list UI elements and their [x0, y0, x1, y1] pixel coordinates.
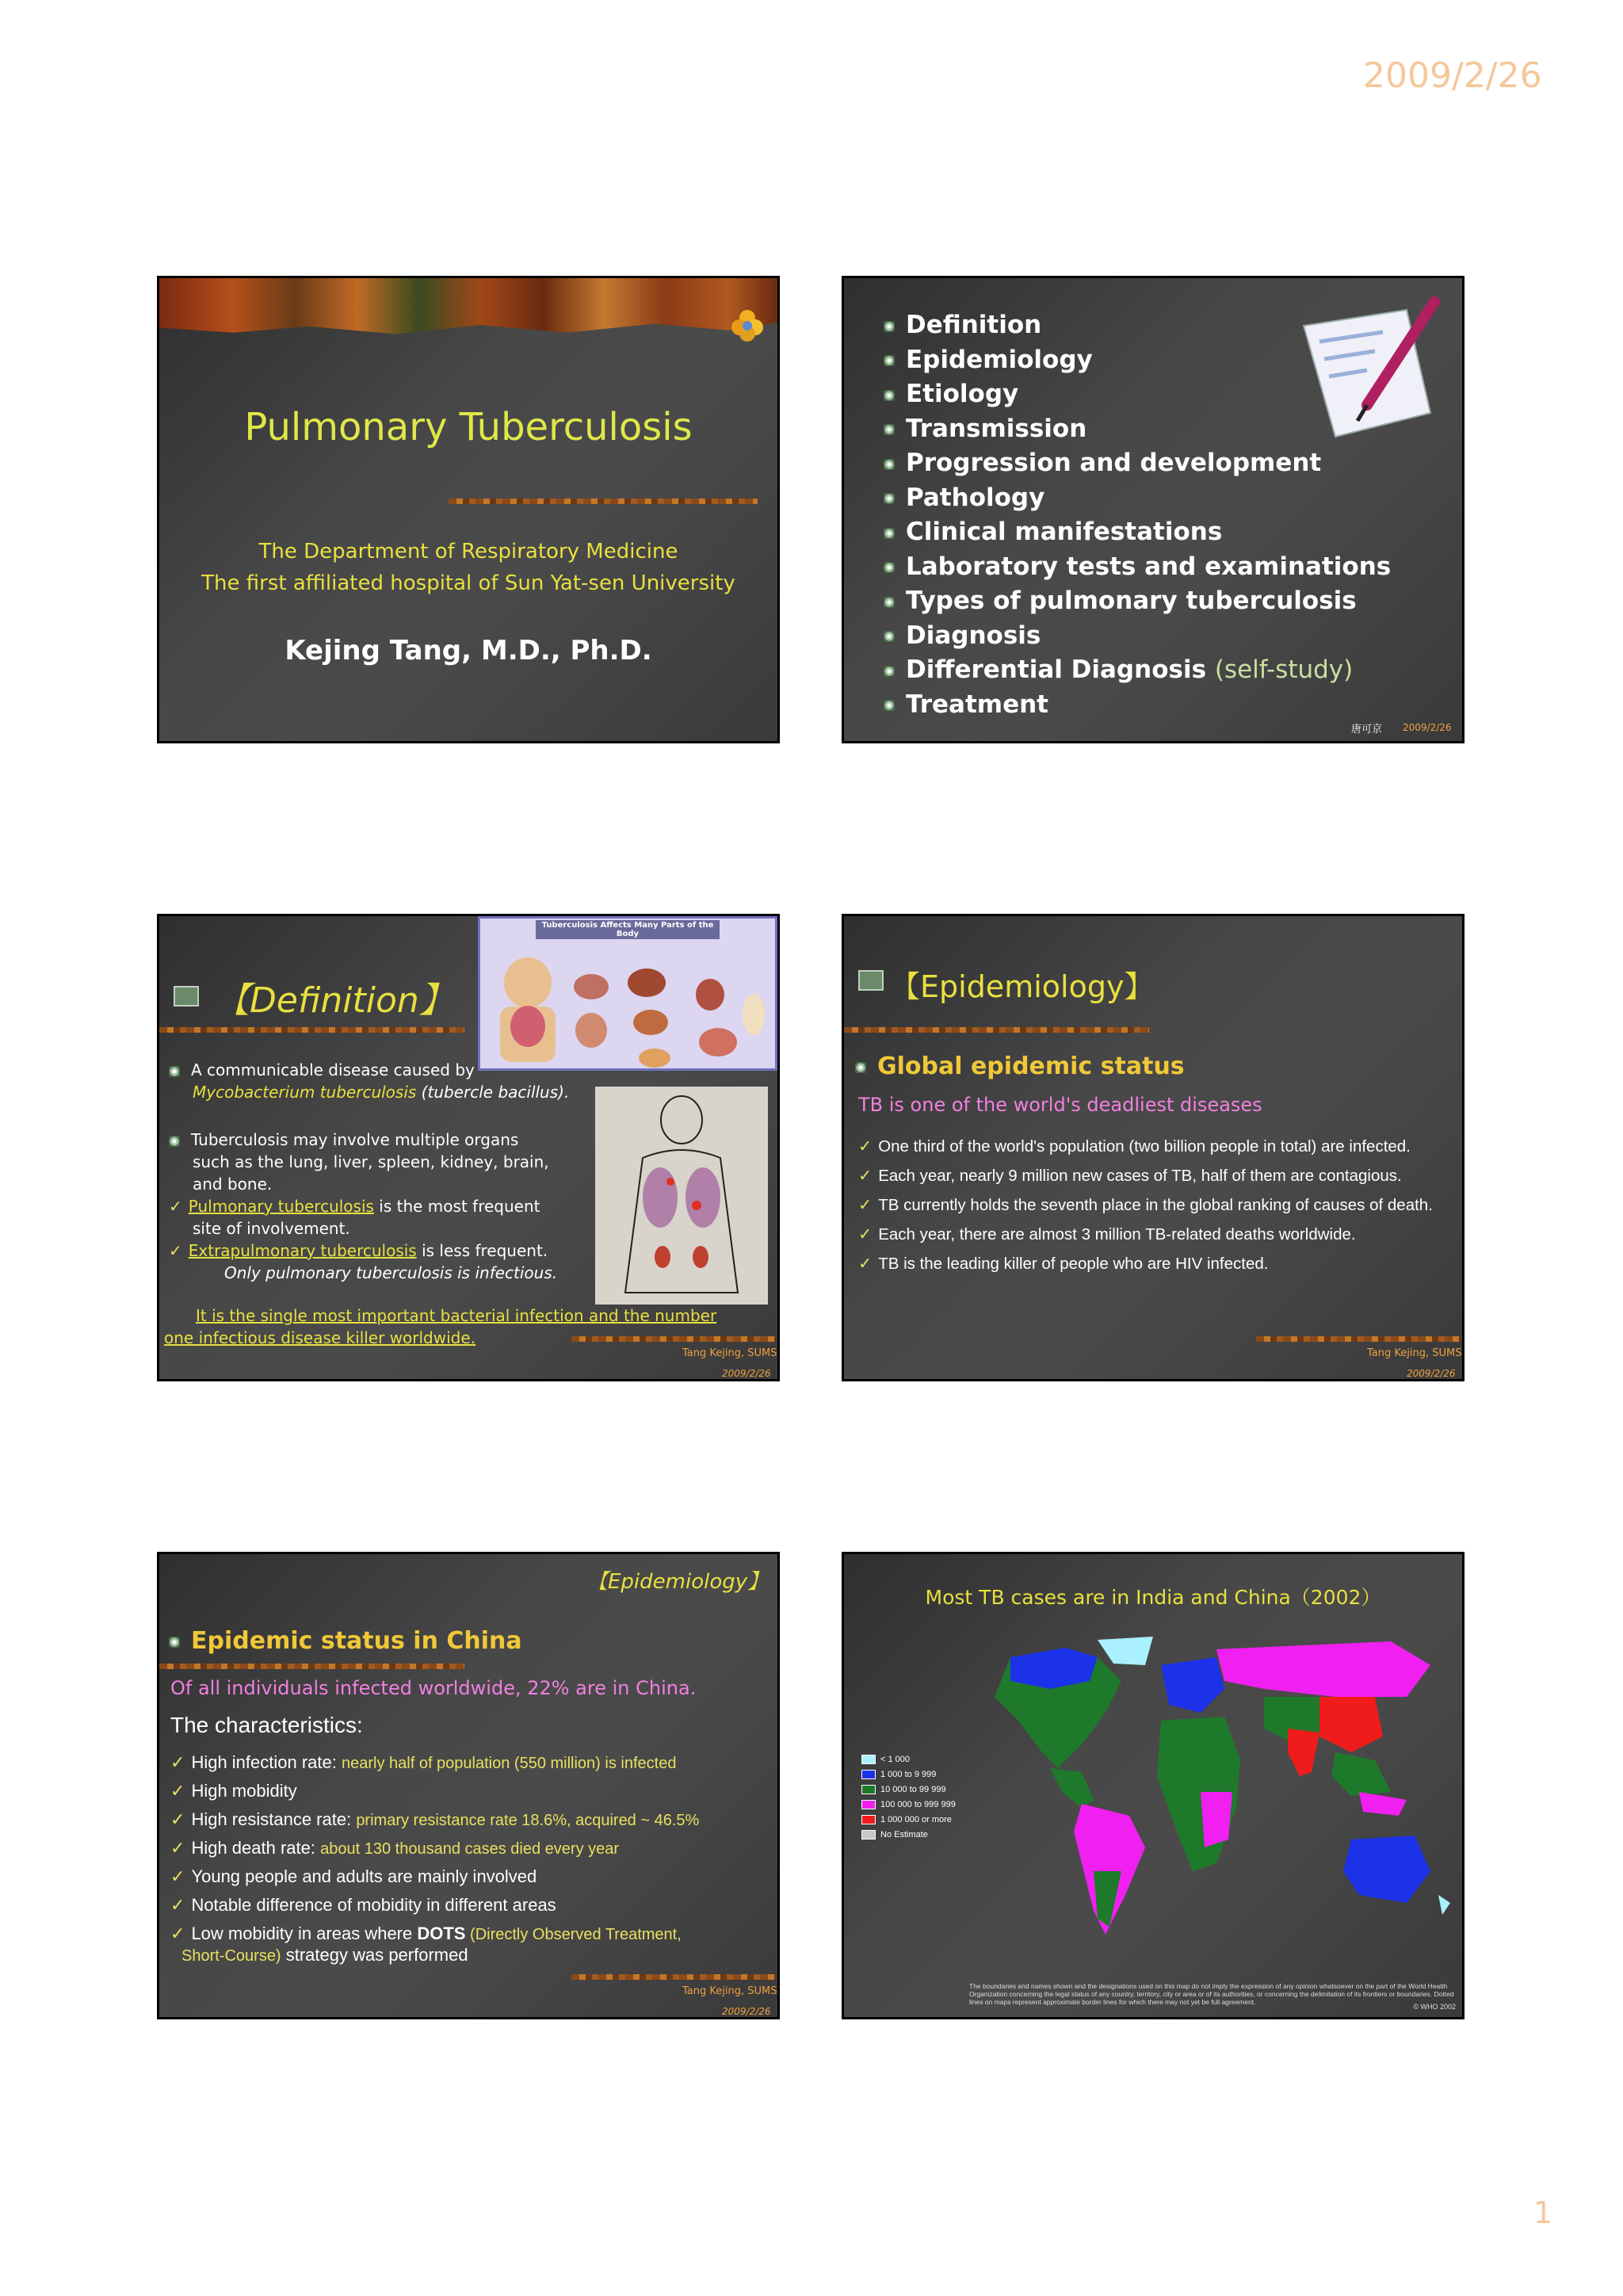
page-number: 1: [1533, 2195, 1553, 2230]
epidemiology-title: 【Epidemiology】: [890, 969, 1155, 1004]
epidemiology-title: 【Epidemiology】: [587, 1570, 769, 1594]
legend-item: 1 000 000 or more: [861, 1813, 956, 1828]
slide-icon: [858, 970, 884, 991]
list-item: ✓ High infection rate: nearly half of population (550 million) is infected: [170, 1752, 677, 1772]
bullet-icon: [169, 1066, 180, 1077]
legend-swatch: [861, 1785, 876, 1794]
bullet-icon: [169, 1637, 180, 1648]
definition-title: 【Definition】: [215, 980, 454, 1021]
map-title: Most TB cases are in India and China（2002）: [925, 1586, 1381, 1609]
list-item: ✓ TB currently holds the seventh place in the global ranking of causes of death.: [858, 1196, 1433, 1214]
outline-item: Differential Diagnosis (self-study): [884, 653, 1391, 688]
legend-item: < 1 000: [861, 1752, 956, 1767]
paper-pen-icon: [1288, 294, 1446, 445]
legend-swatch: [861, 1830, 876, 1839]
slide-epidemiology-global: [842, 914, 1465, 1381]
outline-item: Laboratory tests and examinations: [884, 550, 1391, 585]
section-heading: Epidemic status in China: [169, 1627, 522, 1655]
bullet-icon: [884, 321, 895, 332]
bullet-icon: [855, 1062, 866, 1073]
divider: [571, 1974, 776, 1980]
department-name: The Department of Respiratory Medicine: [258, 540, 678, 563]
list-item: ✓ Young people and adults are mainly involved: [170, 1866, 537, 1886]
flower-icon: [728, 307, 766, 345]
pulmonary-tb-link[interactable]: Pulmonary tuberculosis: [188, 1197, 374, 1216]
divider: [1256, 1336, 1461, 1342]
author-name: Kejing Tang, M.D., Ph.D.: [285, 635, 652, 667]
legend-item: 1 000 to 9 999: [861, 1767, 956, 1782]
bullet-icon: [884, 390, 895, 401]
legend-swatch: [861, 1800, 876, 1809]
definition-summary: It is the single most important bacterial infection and the number one infectious disease killer worldwide.: [164, 1306, 717, 1347]
outline-item: Treatment: [884, 688, 1391, 723]
slide-world-map: [842, 1552, 1465, 2019]
human-body-illustration: [595, 1087, 768, 1305]
list-item: ✓ High death rate: about 130 thousand cases died every year: [170, 1838, 620, 1858]
characteristics-list: [170, 1752, 699, 1966]
bullet-icon: [884, 700, 895, 711]
world-map: [963, 1633, 1462, 1974]
divider: [159, 1664, 464, 1669]
bullet-icon: [884, 493, 895, 504]
list-item-continued: Short-Course) strategy was performed: [181, 1945, 468, 1965]
slide-title: [157, 276, 780, 743]
footer-date: 2009/2/26: [722, 1368, 771, 1379]
list-item: ✓ Each year, nearly 9 million new cases of TB, half of them are contagious.: [858, 1167, 1402, 1185]
extrapulmonary-tb-link[interactable]: Extrapulmonary tuberculosis: [188, 1241, 417, 1260]
legend-item: 100 000 to 999 999: [861, 1797, 956, 1813]
divider: [571, 1336, 776, 1342]
outline-item: Pathology: [884, 481, 1391, 516]
divider: [449, 499, 758, 504]
slide-title-text: Pulmonary Tuberculosis: [244, 405, 693, 449]
bullet-icon: [884, 355, 895, 366]
map-disclaimer: The boundaries and names shown and the designations used on this map do not imply the expression of any opinion whatsoever on the part of the World Health Organization concerning the legal status of any country, territory, city or area or of its authorities, or concerning the delimitation of its frontiers or boundaries. Dotted lines on maps represent approximate border lines for which there may not yet be full agreement.: [969, 1982, 1454, 2006]
map-legend: [861, 1752, 956, 1843]
slide-icon: [174, 986, 199, 1007]
list-item: ✓ Notable difference of mobidity in different areas: [170, 1895, 556, 1915]
footer-date: 2009/2/26: [1407, 1368, 1456, 1379]
footer-author: Tang Kejing, SUMS: [682, 1985, 777, 1997]
self-study-note: (self-study): [1214, 655, 1354, 684]
list-item: ✓ Low mobidity in areas where DOTS (Directly Observed Treatment,: [170, 1924, 682, 1943]
list-item: ✓ High mobidity: [170, 1781, 297, 1801]
footer-author: 唐可京: [1351, 724, 1383, 735]
legend-swatch: [861, 1770, 876, 1779]
footer-author: Tang Kejing, SUMS: [1367, 1347, 1462, 1359]
list-item: ✓ High resistance rate: primary resistance rate 18.6%, acquired ~ 46.5%: [170, 1809, 700, 1829]
slide-epidemiology-china: [157, 1552, 780, 2019]
legend-item: 10 000 to 99 999: [861, 1782, 956, 1797]
bullet-icon: [884, 597, 895, 608]
bullet-icon: [169, 1136, 180, 1147]
footer-author: Tang Kejing, SUMS: [682, 1347, 777, 1359]
legend-swatch: [861, 1755, 876, 1764]
legend-item: No Estimate: [861, 1828, 956, 1843]
list-item: ✓ TB is the leading killer of people who are HIV infected.: [858, 1255, 1269, 1273]
definition-paragraph-2: Tuberculosis may involve multiple organs such as the lung, liver, spleen, kidney, brain, and bone. ✓ Pulmonary tuberculosis is the most frequent site of involvement. ✓ Extrapulmonary tuberculosis is less frequent. Only pulmonary tuberculosis is infectious.: [169, 1130, 558, 1282]
outline-item: Transmission: [884, 412, 1391, 447]
list-item: ✓ Each year, there are almost 3 million TB-related deaths worldwide.: [858, 1225, 1356, 1244]
diagram-caption: Tuberculosis Affects Many Parts of the Body: [536, 920, 720, 939]
hospital-name: The first affiliated hospital of Sun Yat-sen University: [201, 571, 735, 595]
map-copyright: © WHO 2002: [1413, 2003, 1456, 2011]
outline-item: Diagnosis: [884, 619, 1391, 654]
outline-item: Types of pulmonary tuberculosis: [884, 584, 1391, 619]
divider: [159, 1027, 464, 1033]
bullet-icon: [884, 459, 895, 470]
slide-definition: [157, 914, 780, 1381]
bullet-icon: [884, 528, 895, 539]
divider: [844, 1027, 1149, 1033]
decorative-banner: [159, 278, 777, 342]
body-parts-diagram: [478, 916, 777, 1071]
outline-item: Progression and development: [884, 446, 1391, 481]
page-date: 2009/2/26: [1363, 55, 1542, 96]
section-subheading: Of all individuals infected worldwide, 22% are in China.: [170, 1677, 697, 1699]
bullet-icon: [884, 631, 895, 642]
bullet-icon: [884, 424, 895, 435]
outline-item: Clinical manifestations: [884, 515, 1391, 550]
footer-date: 2009/2/26: [1403, 722, 1452, 733]
characteristics-heading: The characteristics:: [170, 1713, 363, 1737]
footer-date: 2009/2/26: [722, 2006, 771, 2017]
global-facts-list: [858, 1137, 1433, 1283]
outline-item: Etiology: [884, 377, 1391, 412]
legend-swatch: [861, 1815, 876, 1824]
definition-paragraph-1: A communicable disease caused by Mycobacterium tuberculosis (tubercle bacillus).: [169, 1059, 569, 1103]
bullet-icon: [884, 666, 895, 677]
list-item: ✓ One third of the world's population (two billion people in total) are infected.: [858, 1137, 1411, 1156]
outline-item: Epidemiology: [884, 343, 1391, 378]
bullet-icon: [884, 562, 895, 573]
outline-item: Definition: [884, 308, 1391, 343]
section-heading: Global epidemic status: [855, 1052, 1185, 1080]
section-subheading: TB is one of the world's deadliest diseases: [858, 1094, 1262, 1116]
slide-outline: [842, 276, 1465, 743]
